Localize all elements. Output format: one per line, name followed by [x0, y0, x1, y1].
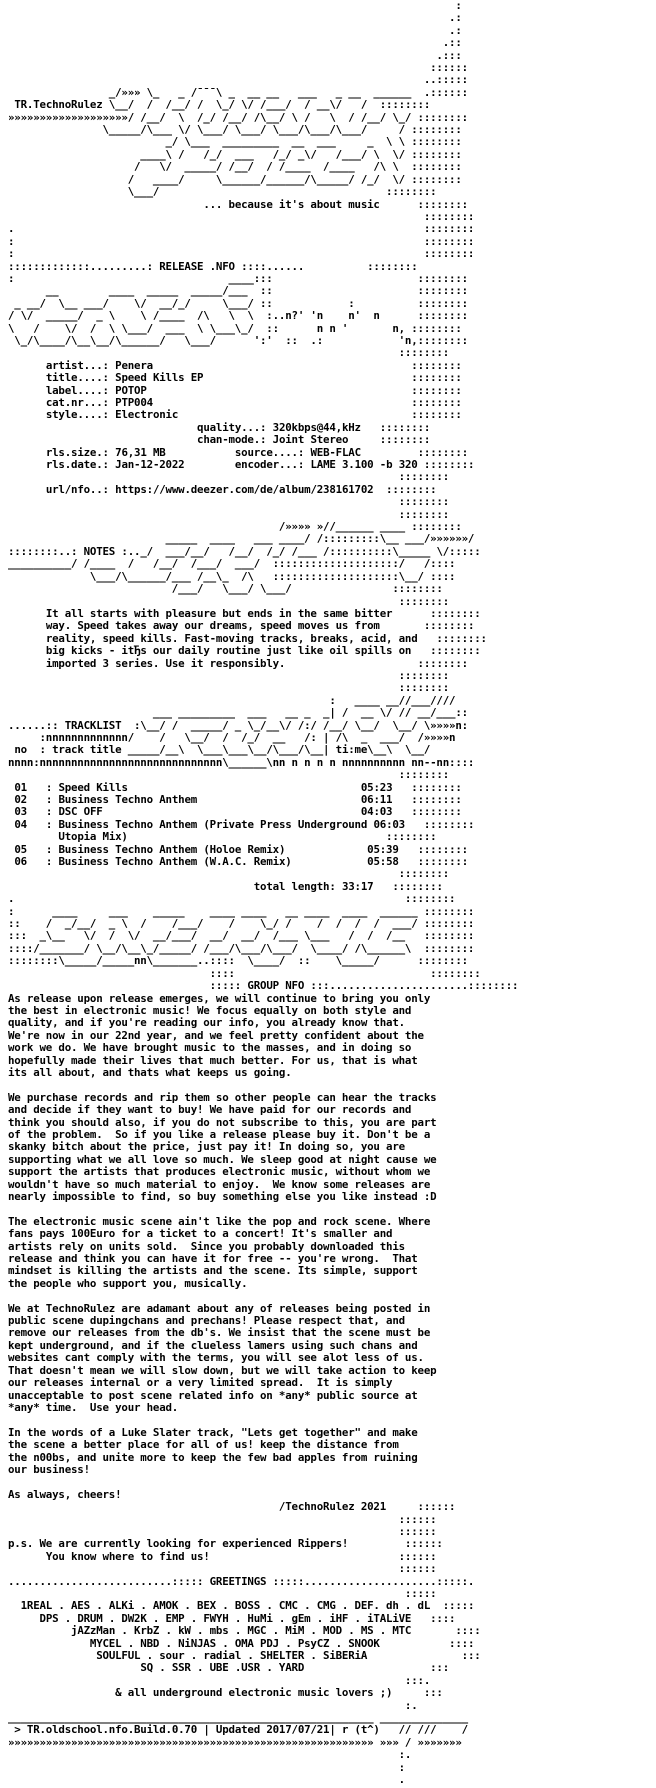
- notes-line-3: reality, speed kills. Fast-moving tracks, breaks, acid, and: [45, 631, 418, 645]
- tagline: ... because it's about music: [203, 197, 380, 211]
- quality-label: quality...:: [197, 420, 267, 434]
- footer-updated: Updated 2017/07/21: [215, 1723, 330, 1737]
- title-value: Speed Kills EP: [115, 371, 204, 385]
- encoder-value: LAME 3.100 -b 320: [310, 458, 418, 472]
- track-time: 06:03: [373, 817, 405, 831]
- source-label: source....:: [234, 445, 305, 459]
- greetings-line-1: 1REAL . AES . ALKi . AMOK . BEX . BOSS . CMC . CMG . DEF. dh . dL: [20, 1599, 431, 1613]
- track-title: Business Techno Anthem (Private Press Underground: [58, 817, 368, 831]
- date-value: Jan-12-2022: [115, 458, 185, 472]
- track-row-4: 04 : Business Techno Anthem (Private Press Underground 06:03: [14, 817, 405, 831]
- artist-value: Penera: [115, 358, 153, 372]
- source-value: WEB-FLAC: [310, 445, 361, 459]
- group-nfo-paragraph-1: As release upon release emerges, we will continue to bring you only the best in electronic music! We focus equally on both style and quality, and if you're reading our info, you already know that. We're now in our 22nd year, and we feel pretty confident about the work we do. We have brought music to the masses, and in doing so hopefully made their lives that much better. For us, that is what its all about, and thats what keeps us going.: [8, 991, 431, 1079]
- greetings-line-2: DPS . DRUM . DW2K . EMP . FWYH . HuMi . gEm . iHF . iTALiVE: [39, 1611, 412, 1625]
- nfo-document: : .: .: .:: .::: :::::: ..::::: _/»»» \_ _ /¯¯¯\ _ __ __ ___ _ __ ______ .:::::: TR.TechnoRulez \__/ / /__/ / \_/ \/ /___/ / __\/ / :::::::: »»»»»»»»»»»»»»»»»»»/ /__/ \ /_/ /__/ /\__/ \ / \ / /__/ \_/ :::::::: \_____/\___ \/ \___/ \___/ \___/\___/\___/ / :::::::: _/ \___ _________ __ ___ _ \ \ :::::::: ____\ / /_/ ___ /_/ _\/ /___/ \ \/ :::::::: / \/ _____/ /__/ / /____ /____ /\ \ :::::::: / ____/ \______/______/\_____/ /_/ \/ :::::::: \___/ :::::::: ... because it's about music :::::::: :::::::: . :::::::: : :::::::: : :::::::: :::::::::::::.........: RELEASE .NFO ::::...... :::::::: : ____::: :::::::: __ ____ _____ _____/___ :: :::::::: _ __/ \__ ___/ \/ __/_/ \___/ :: : :::::::: / \/ _____/ _ \ \ /____ /\ \ \ :..n?' 'n n' n :::::::: \ / \/ / \ \___/ ___ \ \___\_/ :: n n ' n, :::::::: \_/\____/\__\__/\______/ \___/ ':' :: .: 'n,:::::::: :::::::: artist...: Penera :::::::: title....: Speed Kills EP :::::::: label....: POTOP :::::::: cat.nr...: PTP004 :::::::: style....: Electronic :::::::: quality...: 320kbps@44,kHz :::::::: chan-mode.: Joint Stereo :::::::: rls.size.: 76,31 MB source....: WEB-FLAC :::::::: rls.date.: Jan-12-2022 encoder...: LAME 3.100 -b 320 :::::::: :::::::: url/nfo..: https://www.deezer.com/de/album/238161702 :::::::: :::::::: :::::::: /»»»» »//______ ____ :::::::: _____ ____ ___ ____/ /:::::::::\__ ___/»»»»»»/ ::::::::..: NOTES :.._/ ___/__/ /__/ /_/ /___ /::::::::::\_____ \/::::: __________/ /____ / /__/ /___/ ___/ ::::::::::::::::::::/ /:::: \___/\______/___ /__\_ /\ ::::::::::::::::::::\__/ :::: /___/ \___/ \___/ :::::::: :::::::: It all starts with pleasure but ends in the same bitter :::::::: way. Speed takes away our dreams, speed moves us from :::::::: reality, speed kills. Fast-moving tracks, breaks, acid, and :::::::: big kicks - itЂs our daily routine just like oil spills on :::::::: imported 3 series. Use it responsibly. :::::::: :::::::: :::::::: : ____ __//___//// ___ _________ ___ __ _ _| / __ \/ // __/___:: ......:: TRACKLIST :\__/ / _____/ _ \_/__\/ /:/ /__/ \__/ \__/ \»»»»n: :nnnnnnnnnnnnn/ / \__/ / /_/ __ /: | /\ _ ___/ /»»»»n no : track title _____/__\ \___\___\__/\___/\__| ti:me\__\ \__/ nnnn:nnnnnnnnnnnnnnnnnnnnnnnnnnnnn\______\nn n n n n nnnnnnnnnn nn--nn:::: :::::::: 01 : Speed Kills 05:23 :::::::: 02 : Business Techno Anthem 06:11 :::::::: 03 : DSC OFF 04:03 :::::::: 04 : Business Techno Anthem (Private Press Underground 06:03 :::::::: Utopia Mix) :::::::: 05 : Business Techno Anthem (Holoe Remix) 05:39 :::::::: 06 : Business Techno Anthem (W.A.C. Remix) 05:58 :::::::: :::::::: total length: 33:17 :::::::: . :::::::: : ____ ___ _____ ____ ____ __ ____ ____ ______ :::::::: :: / _/__/ _ \ / /___/ / \_/ / / / / / ___/ :::::::: ::: _\__ \/ / \/ __/___/ __/ __/ /___ \___ / / /__ :::::::: ::::/_______/ \__/\__\_/_____/ /___/\___/\___/ \____/ /\______\ :::::::: ::::::::\_____/_____nn\_______..:::: \____/ :: \_____/ :::::::: :::: :::::::: ::::: GROUP NFO :::......................:::::::: As release upon release emerges, we will continue to bring you only the best in electronic music! We focus equally on both style and quality, and if you're reading our info, you already know that. We're now in our 22nd year, and we feel pretty confident about the work we do. We have brought music to the masses, and in doing so hopefully made their lives that much better. For us, that is what its all about, and thats what keeps us going. We purchase records and rip them so other people can hear the tracks and decide if they want to buy! We have paid for our records and think you should also, if you do not subscribe to this, you are part of the problem. So if you like a release please buy it. Don't be a skanky bitch about the price, just pay it! In doing so, you are supporting what we all love so much. We sleep good at night cause we support the artists that produces electronic music, without whom we wouldn't have so much material to enjoy. We know some releases are nearly impossible to find, so buy something else you like instead :D The electronic music scene ain't like the pop and rock scene. Where fans pays 100Euro for a ticket to a concert! It's smaller and artists rely on units sold. Since you probably downloaded this release and think you can have it for free -- you're wrong. That mindset is killing the artists and the scene. Its simple, support the people who support you, musically. We at TechnoRulez are adamant about any of releases being posted in public scene dupingchans and prechans! Please respect that, and remove our releases from the db's. We insist that the scene must be kept underground, and if the clueless lamers using such chans and websites cant comply with the terms, you will see alot less of us. That doesn't mean we will slow down, but we will take action to keep our releases internal or a very limited spread. It is simply unacceptable to post scene related info on *any* public source at *any* time. Use your head. In the words of a Luke Slater track, "Lets get together" and make the scene a better place for all of us! keep the distance from the n00bs, and unite more to keep the few bad apples from ruining our business! As always, cheers! /TechnoRulez 2021 :::::: :::::: :::::: p.s. We are currently looking for experienced Rippers! :::::: You know where to find us! :::::: :::::: ..........................::::: GREETINGS :::::.....................:::::. ::::: 1REAL . AES . ALKi . AMOK . BEX . BOSS . CMC . CMG . DEF. dh . dL ::::: DPS . DRUM . DW2K . EMP . FWYH . HuMi . gEm . iHF . iTALiVE :::: jAZzMan . KrbZ . kW . mbs . MGC . MiM . MOD . MS . MTC :::: MYCEL . NBD . NiNJAS . OMA PDJ . PsyCZ . SNOOK :::: SOULFUL . sour . radial . SHELTER . SiBERiA ::: SQ . SSR . UBE .USR . YARD ::: :::. & all underground electronic music lovers ;) ::: :. __________________________________________________________ ______________ > TR.oldschool.nfo.Build.0.70 | Updated 2017/07/21| r (t^) // /// / »»»»»»»»»»»»»»»»»»»»»»»»»»»»»»»»»»»»»»»»»»»»»»»»»»»»»»»»»» »»» / »»»»»»» :. : .: [8, 0, 519, 1787]
- label-label: label....:: [45, 383, 109, 397]
- quality-value: 320kbps@44,kHz: [272, 420, 361, 434]
- group-nfo-paragraph-3: The electronic music scene ain't like the pop and rock scene. Where fans pays 100Euro for a ticket to a concert! It's smaller and artists rely on units sold. Since you probably downloaded this release and think you can have it for free -- you're wrong. That mindset is killing the artists and the scene. Its simple, support the people who support you, musically.: [8, 1214, 431, 1290]
- group-tag: TR.TechnoRulez: [14, 98, 103, 112]
- group-nfo-paragraph-4: We at TechnoRulez are adamant about any of releases being posted in public scene dupingchans and prechans! Please respect that, and remove our releases from the db's. We insist that the scene must be kept underground, and if the clueless lamers using such chans and websites cant comply with the terms, you will see alot less of us. That doesn't mean we will slow down, but we will take action to keep our releases internal or a very limited spread. It is simply unacceptable to post scene related info on *any* public source at *any* time. Use your head.: [8, 1301, 437, 1414]
- track-row-2: 02 : Business Techno Anthem 06:11: [14, 793, 393, 806]
- track-row-1: 01 : Speed Kills 05:23: [14, 780, 393, 794]
- catnr-label: cat.nr...:: [45, 396, 109, 409]
- col-time: ti:me: [335, 743, 368, 757]
- size-label: rls.size.:: [45, 445, 109, 459]
- notes-line-2: way. Speed takes away our dreams, speed moves us from: [45, 619, 380, 633]
- style-label: style....:: [45, 408, 109, 422]
- track-no: 03: [14, 805, 27, 819]
- col-title: track title: [52, 743, 122, 757]
- track-title: Business Techno Anthem (W.A.C. Remix): [58, 855, 292, 869]
- notes-line-4: big kicks - itЂs our daily routine just like oil spills on: [45, 644, 412, 658]
- total-length-label: total length:: [253, 879, 336, 893]
- greetings-section-title: GREETINGS: [209, 1574, 267, 1588]
- size-value: 76,31 MB: [115, 445, 166, 459]
- track-title: Business Techno Anthem: [58, 793, 198, 806]
- group-nfo-paragraph-2: We purchase records and rip them so other people can hear the tracks and decide if they want to buy! We have paid for our records and think you should also, if you do not subscribe to this, you are part of the problem. So if you like a release please buy it. Don't be a skanky bitch about the price, just pay it! In doing so, you are supporting what we all love so much. We sleep good at night cause we support the artists that produces electronic music, without whom we wouldn't have so much material to enjoy. We know some releases are nearly impossible to find, so buy something else you like instead :D: [8, 1090, 437, 1203]
- chanmode-label: chan-mode.:: [197, 433, 267, 447]
- notes-section-title: NOTES: [83, 544, 116, 558]
- track-no: 05: [14, 842, 27, 856]
- track-row-4b: [14, 830, 127, 843]
- greetings-line-5: SOULFUL . sour . radial . SHELTER . SiBERiA: [96, 1649, 368, 1663]
- track-title: Speed Kills: [58, 780, 128, 794]
- greetings-line-3: jAZzMan . KrbZ . kW . mbs . MGC . MiM . MOD . MS . MTC: [71, 1624, 412, 1638]
- track-time: 05:39: [367, 842, 399, 856]
- track-title: Utopia Mix): [58, 830, 128, 844]
- track-time: 04:03: [360, 805, 393, 819]
- col-no: no: [14, 743, 27, 757]
- track-time: 05:58: [367, 855, 399, 869]
- greetings-closing: & all underground electronic music lovers ;): [115, 1686, 393, 1700]
- track-row-3: 03 : DSC OFF 04:03: [14, 805, 393, 819]
- title-label: title....:: [45, 371, 109, 385]
- notes-line-1: It all starts with pleasure but ends in the same bitter: [45, 606, 393, 620]
- greetings-line-4: MYCEL . NBD . NiNJAS . OMA PDJ . PsyCZ . SNOOK: [89, 1636, 380, 1650]
- track-no: 04: [14, 817, 27, 831]
- track-no: 06: [14, 855, 27, 869]
- greetings-line-6: SQ . SSR . UBE .USR . YARD: [140, 1661, 305, 1675]
- track-no: 01: [14, 780, 27, 794]
- url-label: url/nfo..:: [45, 482, 109, 496]
- encoder-label: encoder...:: [234, 458, 305, 472]
- track-row-5: 05 : Business Techno Anthem (Holoe Remix) 05:39: [14, 842, 399, 856]
- style-value: Electronic: [115, 408, 179, 422]
- ps-line-2: You know where to find us!: [45, 1549, 210, 1563]
- ps-line-1: p.s. We are currently looking for experienced Rippers!: [8, 1537, 349, 1551]
- track-time: 05:23: [360, 780, 393, 794]
- track-no: 02: [14, 793, 27, 806]
- catnr-value: PTP004: [115, 396, 153, 409]
- group-nfo-section-title: GROUP NFO: [247, 979, 305, 993]
- total-length-value: 33:17: [341, 879, 374, 893]
- track-title: Business Techno Anthem (Holoe Remix): [58, 842, 286, 856]
- label-value: POTOP: [115, 383, 147, 397]
- signature: /TechnoRulez 2021: [278, 1500, 387, 1514]
- artist-label: artist...:: [45, 358, 109, 372]
- footer-build: TR.oldschool.nfo.Build.0.70: [26, 1723, 198, 1737]
- group-nfo-paragraph-6: As always, cheers!: [8, 1487, 122, 1501]
- track-row-6: 06 : Business Techno Anthem (W.A.C. Remix) 05:58: [14, 855, 399, 869]
- url-value[interactable]: https://www.deezer.com/de/album/238161702: [115, 482, 374, 496]
- tracklist-section-title: TRACKLIST: [64, 718, 122, 732]
- date-label: rls.date.:: [45, 458, 109, 472]
- chanmode-value: Joint Stereo: [272, 433, 349, 447]
- group-nfo-paragraph-5: In the words of a Luke Slater track, "Lets get together" and make the scene a better place for all of us! keep the distance from the n00bs, and unite more to keep the few bad apples from ruining our business!: [8, 1425, 418, 1476]
- release-nfo-section-title: RELEASE .NFO: [159, 259, 235, 273]
- track-title: DSC OFF: [58, 805, 103, 819]
- notes-line-5: imported 3 series. Use it responsibly.: [45, 656, 286, 670]
- track-time: 06:11: [360, 793, 393, 806]
